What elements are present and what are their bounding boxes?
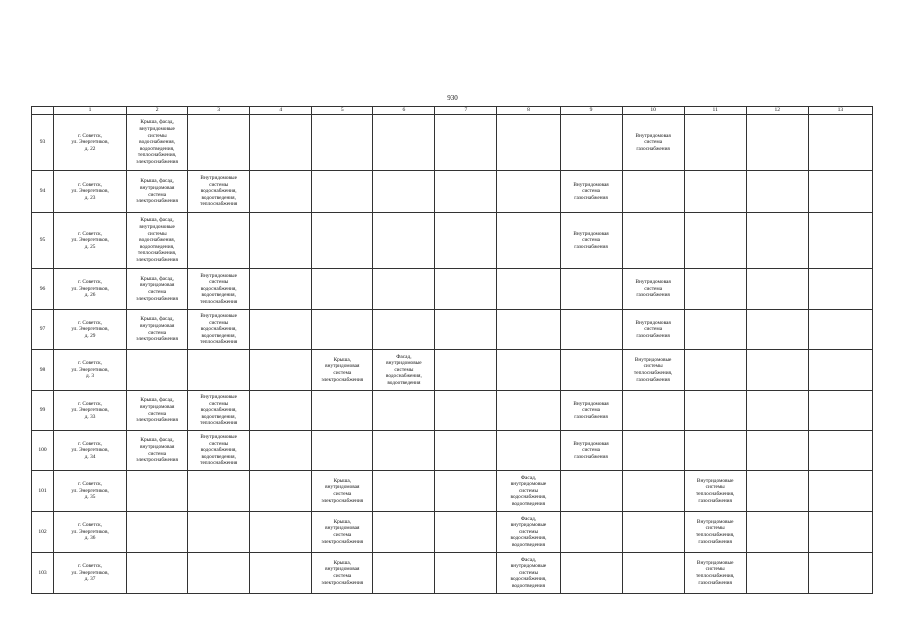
work-cell <box>560 553 622 594</box>
work-cell <box>373 310 435 350</box>
work-cell <box>560 213 622 269</box>
work-cell <box>560 115 622 171</box>
table-row <box>32 350 873 391</box>
work-cell <box>684 512 746 553</box>
work-cell <box>312 553 373 594</box>
work-cell <box>497 553 560 594</box>
cell-text: Крыша, фасад, внутридомовая система электроснабжения <box>136 437 178 464</box>
work-cell <box>127 115 188 171</box>
work-cell <box>684 310 746 350</box>
work-cell <box>622 512 684 553</box>
cell-text: 94 <box>39 188 46 195</box>
work-cell <box>373 171 435 213</box>
cell-text: Внутридомовые системы водоснабжения, водоотведения, теплоснабжения <box>200 434 238 467</box>
work-cell <box>127 391 188 431</box>
table-row <box>32 269 873 310</box>
work-cell <box>188 213 250 269</box>
cell-text: г. Советск, ул. Энергетиков, д. 37 <box>71 563 109 583</box>
cell-text: 100 <box>38 447 47 454</box>
work-cell <box>373 391 435 431</box>
work-cell <box>250 310 312 350</box>
work-cell <box>250 391 312 431</box>
work-cell <box>497 171 560 213</box>
cell-text: г. Советск, ул. Энергетиков, д. 3 <box>71 360 109 380</box>
cell-text: г. Советск, ул. Энергетиков, д. 26 <box>71 279 109 299</box>
cell-text: Фасад, внутридомовые системы водоснабжения, водоотведения <box>510 556 547 589</box>
work-cell <box>497 350 560 391</box>
header-cell: 7 <box>435 107 497 115</box>
work-cell <box>746 213 808 269</box>
work-cell <box>312 213 373 269</box>
work-cell <box>373 512 435 553</box>
work-cell <box>373 431 435 471</box>
cell-text: Крыша, фасад, внутридомовые системы водоснабжения, водоотведения, теплоснабжения, электроснабжения <box>136 119 178 165</box>
cell-text: Крыша, внутридомовая система электроснабжения <box>321 559 364 586</box>
cell-text: Внутридомовые системы теплоснабжения, газоснабжения <box>695 559 735 586</box>
address-cell <box>54 512 127 553</box>
work-cell <box>622 213 684 269</box>
work-cell <box>312 171 373 213</box>
table-body <box>32 115 873 594</box>
header-cell: 11 <box>684 107 746 115</box>
work-cell <box>746 350 808 391</box>
row-number-cell <box>32 391 54 431</box>
work-cell <box>560 431 622 471</box>
work-cell <box>497 471 560 512</box>
cell-text: Внутридомовые системы теплоснабжения, газоснабжения <box>695 518 735 545</box>
work-cell <box>188 553 250 594</box>
work-cell <box>250 171 312 213</box>
work-cell <box>497 213 560 269</box>
work-cell <box>188 431 250 471</box>
header-cell: 6 <box>373 107 435 115</box>
cell-text: Крыша, фасад, внутридомовые системы водоснабжения, водоотведения, теплоснабжения, электроснабжения <box>136 217 178 263</box>
table-row <box>32 471 873 512</box>
work-cell <box>188 115 250 171</box>
work-cell <box>808 171 872 213</box>
cell-text: 97 <box>39 326 46 333</box>
work-cell <box>127 350 188 391</box>
table-row <box>32 213 873 269</box>
cell-text: 95 <box>39 237 46 244</box>
cell-text: Внутридомовые системы водоснабжения, водоотведения, теплоснабжения <box>200 313 238 346</box>
table-row <box>32 431 873 471</box>
work-cell <box>435 213 497 269</box>
work-cell <box>808 269 872 310</box>
header-cell: 12 <box>746 107 808 115</box>
work-cell <box>684 431 746 471</box>
work-cell <box>250 115 312 171</box>
work-cell <box>312 391 373 431</box>
table-row <box>32 310 873 350</box>
address-cell <box>54 115 127 171</box>
work-cell <box>684 115 746 171</box>
work-cell <box>435 171 497 213</box>
table-row <box>32 391 873 431</box>
cell-text: Фасад, внутридомовые системы водоснабжения, водоотведения <box>385 353 422 386</box>
cell-text: Внутридомовая система газоснабжения <box>573 400 609 420</box>
row-number-cell <box>32 471 54 512</box>
cell-text: Внутридомовая система газоснабжения <box>573 181 609 201</box>
work-cell <box>684 553 746 594</box>
work-cell <box>560 391 622 431</box>
address-cell <box>54 431 127 471</box>
work-cell <box>435 391 497 431</box>
work-cell <box>127 171 188 213</box>
cell-text: 98 <box>39 366 46 373</box>
work-cell <box>127 310 188 350</box>
work-cell <box>560 350 622 391</box>
cell-text: Крыша, внутридомовая система электроснабжения <box>321 518 364 545</box>
work-cell <box>808 115 872 171</box>
cell-text: г. Советск, ул. Энергетиков, д. 35 <box>71 481 109 501</box>
work-cell <box>497 310 560 350</box>
work-cell <box>435 310 497 350</box>
cell-text: Внутридомовые системы водоснабжения, водоотведения, теплоснабжения <box>200 272 238 305</box>
row-number-cell <box>32 115 54 171</box>
table-row <box>32 115 873 171</box>
header-cell: 8 <box>497 107 560 115</box>
work-cell <box>497 431 560 471</box>
work-cell <box>127 431 188 471</box>
address-cell <box>54 471 127 512</box>
work-cell <box>188 350 250 391</box>
cell-text: Крыша, фасад, внутридомовая система электроснабжения <box>136 397 178 424</box>
work-cell <box>497 115 560 171</box>
cell-text: 93 <box>39 139 46 146</box>
work-cell <box>746 553 808 594</box>
work-cell <box>312 350 373 391</box>
address-cell <box>54 213 127 269</box>
work-cell <box>808 350 872 391</box>
header-cell-blank <box>32 107 54 115</box>
work-cell <box>808 391 872 431</box>
row-number-cell <box>32 213 54 269</box>
work-cell <box>250 471 312 512</box>
work-cell <box>312 512 373 553</box>
cell-text: Фасад, внутридомовые системы водоснабжения, водоотведения <box>510 515 547 548</box>
work-cell <box>622 391 684 431</box>
cell-text: г. Советск, ул. Энергетиков, д. 33 <box>71 400 109 420</box>
header-cell: 3 <box>188 107 250 115</box>
work-cell <box>746 512 808 553</box>
work-cell <box>622 171 684 213</box>
cell-text: Внутридомовая система газоснабжения <box>573 440 609 460</box>
work-cell <box>127 269 188 310</box>
work-cell <box>435 115 497 171</box>
work-cell <box>188 171 250 213</box>
work-cell <box>373 350 435 391</box>
cell-text: Крыша, фасад, внутридомовая система электроснабжения <box>136 316 178 343</box>
work-cell <box>250 431 312 471</box>
work-cell <box>435 269 497 310</box>
cell-text: Внутридомовая система газоснабжения <box>635 132 671 152</box>
work-cell <box>250 553 312 594</box>
cell-text: Внутридомовые системы водоснабжения, водоотведения, теплоснабжения <box>200 394 238 427</box>
work-cell <box>373 213 435 269</box>
work-cell <box>808 213 872 269</box>
cell-text: г. Советск, ул. Энергетиков, д. 36 <box>71 522 109 542</box>
header-cell: 1 <box>54 107 127 115</box>
work-cell <box>497 391 560 431</box>
work-cell <box>808 431 872 471</box>
table-header-row <box>32 107 873 115</box>
work-cell <box>127 553 188 594</box>
cell-text: г. Советск, ул. Энергетиков, д. 25 <box>71 230 109 250</box>
address-cell <box>54 310 127 350</box>
address-cell <box>54 350 127 391</box>
work-cell <box>250 213 312 269</box>
header-cell: 9 <box>560 107 622 115</box>
work-cell <box>622 310 684 350</box>
work-cell <box>622 471 684 512</box>
work-cell <box>746 115 808 171</box>
repair-schedule-table <box>31 106 873 594</box>
header-cell: 2 <box>127 107 188 115</box>
address-cell <box>54 391 127 431</box>
work-cell <box>188 310 250 350</box>
work-cell <box>127 512 188 553</box>
page-number: 930 <box>447 94 458 102</box>
work-cell <box>746 471 808 512</box>
work-cell <box>684 350 746 391</box>
cell-text: г. Советск, ул. Энергетиков, д. 22 <box>71 132 109 152</box>
work-cell <box>622 553 684 594</box>
cell-text: Крыша, фасад, внутридомовая система электроснабжения <box>136 275 178 302</box>
work-cell <box>312 471 373 512</box>
work-cell <box>622 269 684 310</box>
work-cell <box>373 269 435 310</box>
cell-text: Внутридомовые системы водоснабжения, водоотведения, теплоснабжения <box>200 175 238 208</box>
work-cell <box>188 269 250 310</box>
work-cell <box>312 115 373 171</box>
work-cell <box>808 553 872 594</box>
work-cell <box>746 391 808 431</box>
cell-text: 101 <box>38 487 47 494</box>
work-cell <box>746 269 808 310</box>
work-cell <box>312 431 373 471</box>
work-cell <box>373 115 435 171</box>
work-cell <box>808 471 872 512</box>
work-cell <box>188 471 250 512</box>
work-cell <box>435 350 497 391</box>
address-cell <box>54 171 127 213</box>
row-number-cell <box>32 350 54 391</box>
work-cell <box>435 553 497 594</box>
work-cell <box>560 269 622 310</box>
work-cell <box>684 391 746 431</box>
cell-text: Фасад, внутридомовые системы водоснабжения, водоотведения <box>510 474 547 507</box>
cell-text: Внутридомовая система газоснабжения <box>635 279 671 299</box>
work-cell <box>312 269 373 310</box>
row-number-cell <box>32 310 54 350</box>
work-cell <box>188 512 250 553</box>
header-cell: 5 <box>312 107 373 115</box>
work-cell <box>684 213 746 269</box>
cell-text: г. Советск, ул. Энергетиков, д. 23 <box>71 181 109 201</box>
work-cell <box>684 471 746 512</box>
cell-text: 96 <box>39 285 46 292</box>
work-cell <box>560 310 622 350</box>
cell-text: г. Советск, ул. Энергетиков, д. 34 <box>71 440 109 460</box>
cell-text: 102 <box>38 528 47 535</box>
row-number-cell <box>32 171 54 213</box>
row-number-cell <box>32 553 54 594</box>
cell-text: 103 <box>38 569 47 576</box>
table-row <box>32 553 873 594</box>
cell-text: Внутридомовые системы теплоснабжения, газоснабжения <box>633 356 673 383</box>
cell-text: 99 <box>39 407 46 414</box>
work-cell <box>684 269 746 310</box>
work-cell <box>127 471 188 512</box>
work-cell <box>746 431 808 471</box>
cell-text: Крыша, внутридомовая система электроснабжения <box>321 356 364 383</box>
work-cell <box>560 171 622 213</box>
work-cell <box>808 310 872 350</box>
work-cell <box>250 350 312 391</box>
work-cell <box>746 310 808 350</box>
work-cell <box>497 512 560 553</box>
work-cell <box>560 512 622 553</box>
table-row <box>32 512 873 553</box>
table-row <box>32 171 873 213</box>
work-cell <box>250 269 312 310</box>
cell-text: Крыша, внутридомовая система электроснабжения <box>321 477 364 504</box>
work-cell <box>250 512 312 553</box>
work-cell <box>684 171 746 213</box>
row-number-cell <box>32 512 54 553</box>
work-cell <box>435 471 497 512</box>
work-cell <box>622 350 684 391</box>
cell-text: Внутридомовые системы теплоснабжения, газоснабжения <box>695 477 735 504</box>
row-number-cell <box>32 269 54 310</box>
cell-text: Внутридомовая система газоснабжения <box>635 319 671 339</box>
header-cell: 10 <box>622 107 684 115</box>
cell-text: г. Советск, ул. Энергетиков, д. 29 <box>71 319 109 339</box>
address-cell <box>54 269 127 310</box>
header-cell: 13 <box>808 107 872 115</box>
address-cell <box>54 553 127 594</box>
work-cell <box>746 171 808 213</box>
work-cell <box>560 471 622 512</box>
row-number-cell <box>32 431 54 471</box>
work-cell <box>497 269 560 310</box>
cell-text: Внутридомовая система газоснабжения <box>573 230 609 250</box>
work-cell <box>127 213 188 269</box>
cell-text: Крыша, фасад, внутридомовая система электроснабжения <box>136 178 178 205</box>
header-cell: 4 <box>250 107 312 115</box>
work-cell <box>435 431 497 471</box>
work-cell <box>435 512 497 553</box>
work-cell <box>622 115 684 171</box>
work-cell <box>188 391 250 431</box>
work-cell <box>622 431 684 471</box>
work-cell <box>312 310 373 350</box>
work-cell <box>373 471 435 512</box>
work-cell <box>808 512 872 553</box>
work-cell <box>373 553 435 594</box>
